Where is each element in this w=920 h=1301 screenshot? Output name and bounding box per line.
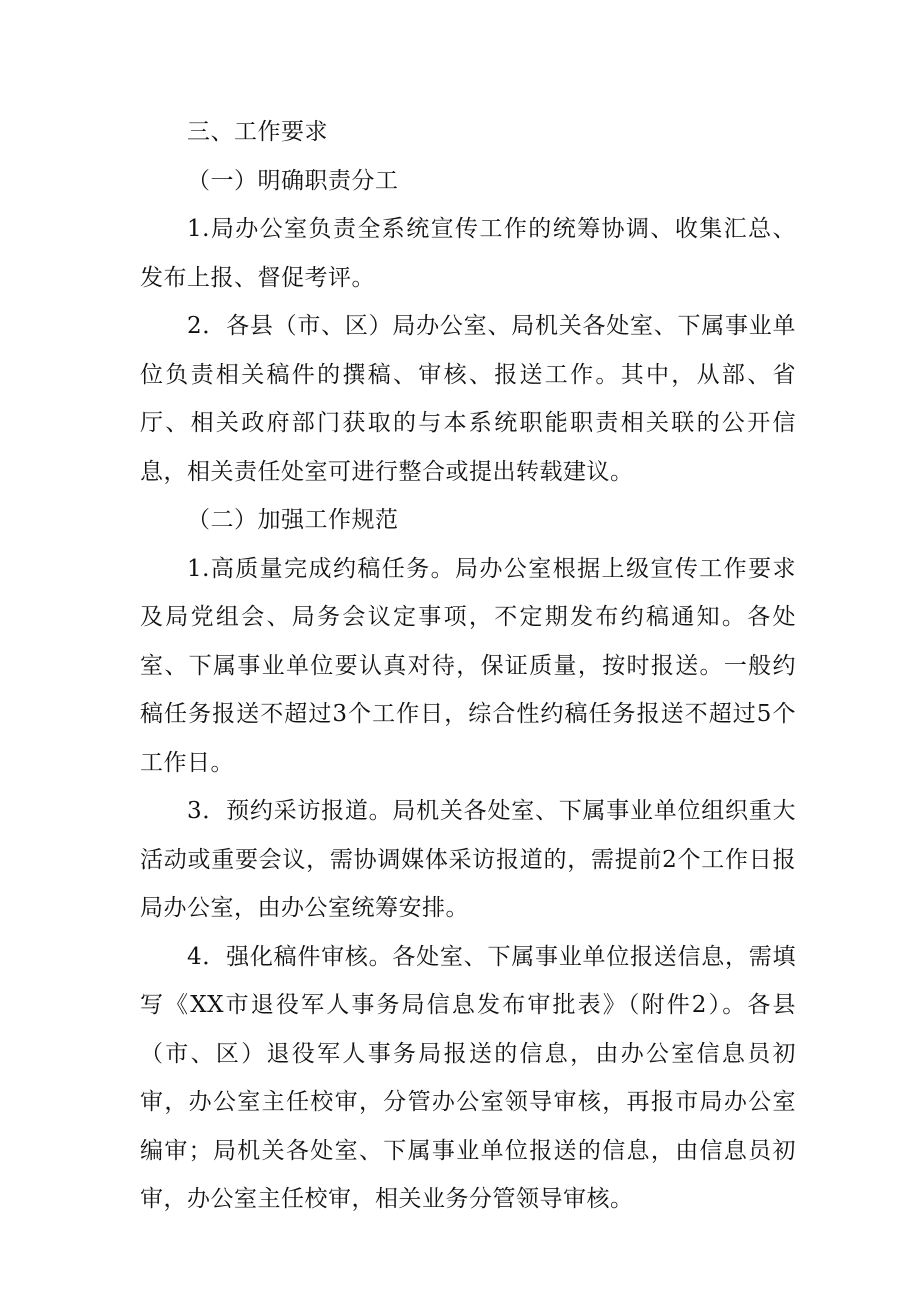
paragraph-standard-3: 3．预约采访报道。局机关各处室、下属事业单位组织重大活动或重要会议，需协调媒体采访报道的，需提前2个工作日报局办公室，由办公室统筹安排。 <box>140 798 796 921</box>
paragraph-duty-2: 2．各县（市、区）局办公室、局机关各处室、下属事业单位负责相关稿件的撰稿、审核、报送工作。其中，从部、省厅、相关政府部门获取的与本系统职能职责相关联的公开信息，相关责任处室可进行整合或提出转载建议。 <box>140 313 796 485</box>
paragraph-duty-1: 1.局办公室负责全系统宣传工作的统筹协调、收集汇总、发布上报、督促考评。 <box>140 216 796 291</box>
sub-heading-standards: （二）加强工作规范 <box>187 507 399 533</box>
paragraph-standard-4: 4．强化稿件审核。各处室、下属事业单位报送信息，需填写《XX市退役军人事务局信息发布审批表》（附件2）。各县（市、区）退役军人事务局报送的信息，由办公室信息员初审，办公室主任校审，分管办公室领导审核，再报市局办公室编审；局机关各处室、下属事业单位报送的信息，由信息员初审，办公室主任校审，相关业务分管领导审核。 <box>140 943 796 1212</box>
document-body <box>140 108 796 1224</box>
sub-heading-duties: （一）明确职责分工 <box>187 167 399 194</box>
section-heading: 三、工作要求 <box>187 119 328 145</box>
paragraph-standard-1: 1.高质量完成约稿任务。局办公室根据上级宣传工作要求及局党组会、局务会议定事项，不定期发布约稿通知。各处室、下属事业单位要认真对待，保证质量，按时报送。一般约稿任务报送不超过3个工作日，综合性约稿任务报送不超过5个工作日。 <box>140 555 796 776</box>
